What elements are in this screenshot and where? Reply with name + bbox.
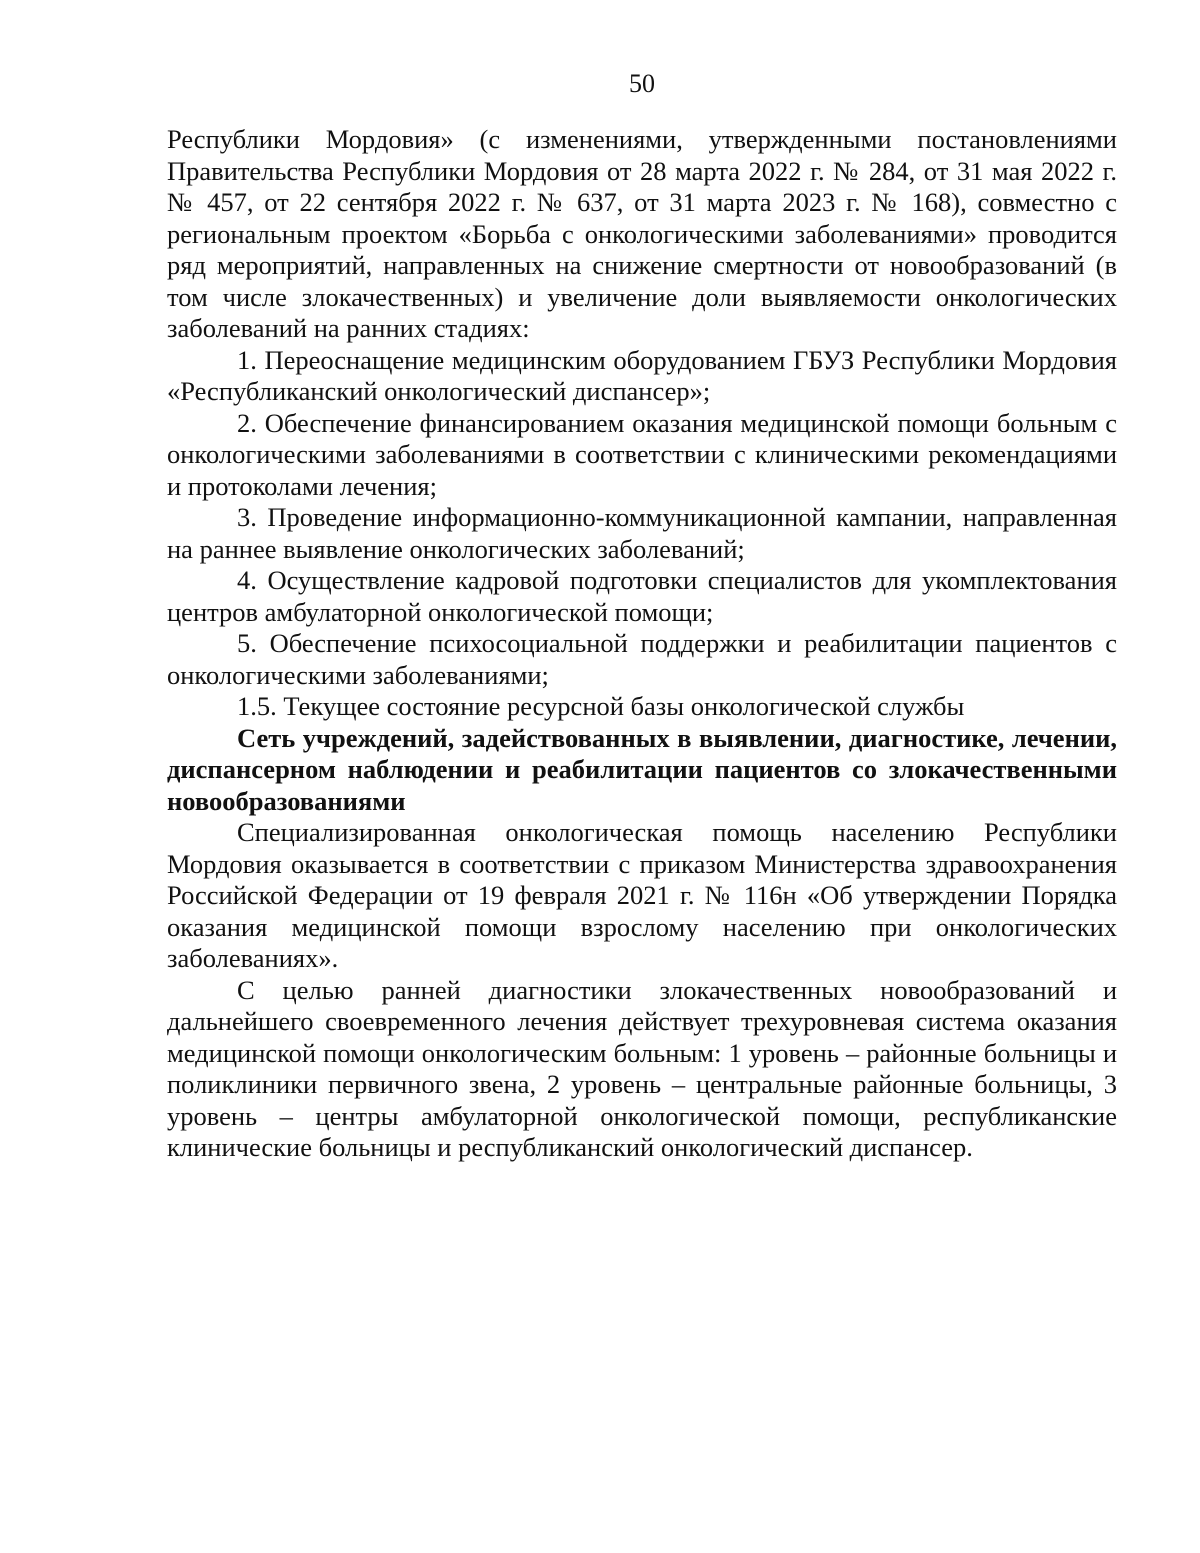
body-paragraph-2: С целью ранней диагностики злокачественных новообразований и дальнейшего своевременного лечения действует трехуровневая система оказания медицинской помощи онкологическим больным: 1 уровень – районные больницы и поликлиники первичного звена, 2 уровень – центральные районные больницы, 3 уровень – центры амбулаторной онкологической помощи, республиканские клинические больницы и республиканский онкологический диспансер. [167, 974, 1117, 1162]
list-item-4: 4. Осуществление кадровой подготовки специалистов для укомплектования центров амбулаторной онкологической помощи; [167, 565, 1117, 627]
intro-paragraph: Республики Мордовия» (с изменениями, утвержденными постановлениями Правительства Республики Мордовия от 28 марта 2022 г. № 284, от 31 мая 2022 г. № 457, от 22 сентября 2022 г. № 637, от 31 марта 2023 г. № 168), совместно с региональным проектом «Борьба с онкологическими заболеваниями» проводится ряд мероприятий, направленных на снижение смертности от новообразований (в том числе злокачественных) и увеличение доли выявляемости онкологических заболеваний на ранних стадиях: [167, 124, 1117, 343]
list-item-1: 1. Переоснащение медицинским оборудованием ГБУЗ Республики Мордовия «Республиканский онкологический диспансер»; [167, 344, 1117, 406]
list-item-3: 3. Проведение информационно-коммуникационной кампании, направленная на раннее выявление онкологических заболеваний; [167, 502, 1117, 564]
list-item-2: 2. Обеспечение финансированием оказания медицинской помощи больным с онкологическими заболеваниями в соответствии с клиническими рекомендациями и протоколами лечения; [167, 407, 1117, 501]
list-item-5: 5. Обеспечение психосоциальной поддержки и реабилитации пациентов с онкологическими заболеваниями; [167, 628, 1117, 690]
page-number: 50 [629, 69, 655, 98]
section-heading: 1.5. Текущее состояние ресурсной базы онкологической службы [237, 691, 965, 721]
body-paragraph-1: Специализированная онкологическая помощь населению Республики Мордовия оказывается в соответствии с приказом Министерства здравоохранения Российской Федерации от 19 февраля 2021 г. № 116н «Об утверждении Порядка оказания медицинской помощи взрослому населению при онкологических заболеваниях». [167, 817, 1117, 973]
subsection-heading: Сеть учреждений, задействованных в выявлении, диагностике, лечении, диспансерном наблюдении и реабилитации пациентов со злокачественными новообразованиями [167, 722, 1117, 816]
document-body [167, 124, 1117, 1164]
